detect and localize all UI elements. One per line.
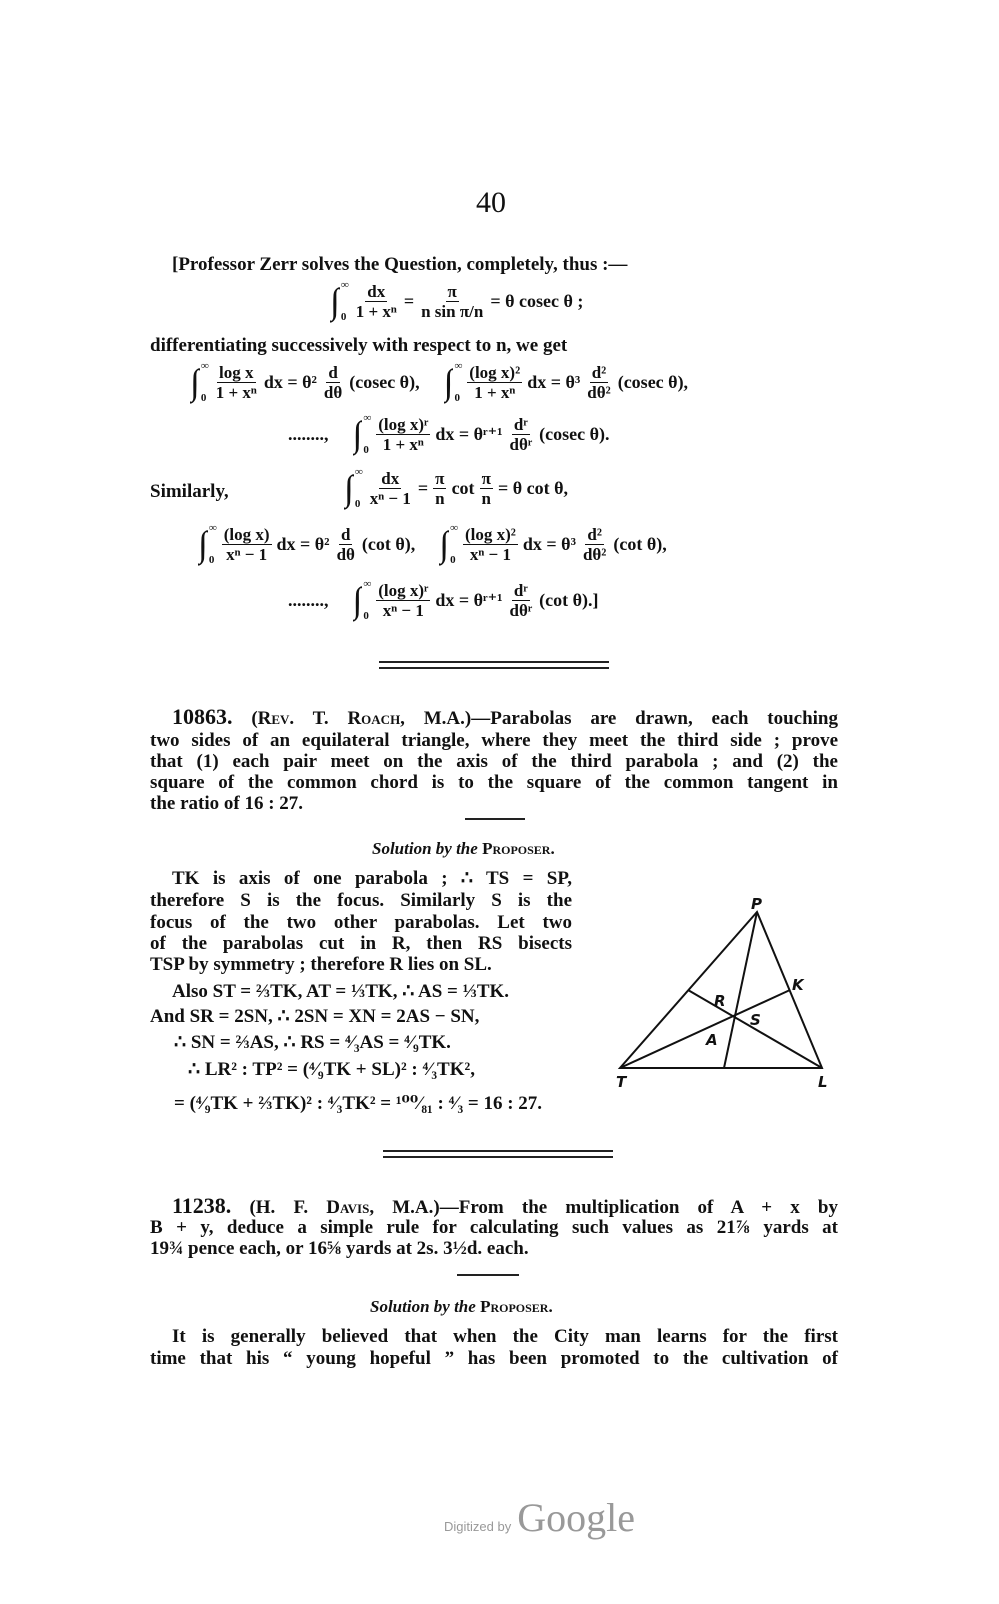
fraction-denominator: 1 + xⁿ (474, 382, 516, 402)
fraction-denominator: 1 + xⁿ (355, 301, 397, 321)
solution-equation: = (⁴⁄₉TK + ⅔TK)² : ⁴⁄₃TK² = ¹⁰⁰⁄₈₁ : ⁴⁄₃ = 16 : 27. (174, 1093, 543, 1114)
fraction (463, 525, 518, 564)
fraction (507, 415, 534, 454)
integral-sign-icon (330, 279, 349, 323)
equation-4 (344, 466, 570, 510)
equation-6 (286, 578, 601, 622)
integral-limits (363, 578, 371, 622)
solution-line: TSP by symmetry ; therefore R lies on SL. (150, 954, 492, 975)
fraction-denominator: dθʳ (509, 434, 533, 454)
question-11238-line-2: B + y, deduce a simple rule for calculating such values as 21⅞ yards at (150, 1217, 838, 1238)
integral-symbol: ∫ (443, 362, 454, 402)
integral-symbol: ∫ (330, 281, 340, 321)
fraction-numerator: (log x) (223, 524, 270, 544)
fraction-denominator: dθ (336, 544, 355, 564)
zerr-intro: [Professor Zerr solves the Question, completely, thus :— (172, 254, 628, 275)
google-logo: Google (517, 1495, 635, 1540)
fraction (585, 363, 612, 402)
equation-term: (cot θ), (361, 533, 416, 554)
integral-upper-limit: ∞ (208, 522, 217, 534)
question-11238-line-1 (172, 1195, 838, 1216)
equation-term: = (417, 477, 429, 498)
fraction (480, 469, 493, 508)
question-10863-line-3: that (1) each pair meet on the axis of the third parabola ; and (2) the (150, 751, 838, 772)
equation-term: = (403, 290, 415, 311)
integral-upper-limit: ∞ (363, 412, 372, 424)
integral-symbol: ∫ (344, 468, 354, 508)
fraction-numerator: log x (219, 362, 254, 382)
fraction-numerator: d² (587, 524, 602, 544)
integral-sign-icon (353, 578, 372, 622)
fraction (581, 525, 608, 564)
integral-sign-icon (344, 466, 363, 510)
fraction-numerator: dʳ (513, 414, 528, 434)
integral-sign-icon (353, 412, 372, 456)
equation-term: ........, (288, 423, 329, 444)
equation-term: dx = θ³ (527, 371, 581, 392)
solution-heading (370, 1296, 553, 1317)
equation-term: = θ cosec θ ; (490, 290, 584, 311)
integral-symbol: ∫ (352, 414, 363, 454)
fraction (376, 415, 430, 454)
fraction-numerator: (log x)ʳ (378, 580, 429, 600)
integral-limits (355, 466, 363, 510)
solution-line: It is generally believed that when the City man learns for the first (172, 1326, 838, 1347)
fraction-denominator: dθʳ (509, 600, 533, 620)
fraction-numerator: d (341, 524, 351, 544)
fraction-denominator: dθ² (582, 544, 607, 564)
integral-limits (454, 360, 462, 404)
fraction (507, 581, 534, 620)
equation-term: dx = θʳ⁺¹ (435, 589, 503, 610)
line-tk (620, 990, 790, 1068)
fraction-denominator: n (435, 488, 445, 508)
fraction-numerator: π (447, 281, 457, 301)
question-author: (H. F. Davis, M.A.) (249, 1197, 440, 1218)
short-divider (465, 818, 525, 820)
question-10863-line-4: square of the common chord is to the square of the common tangent in (150, 772, 838, 793)
equation-term: ........, (288, 589, 329, 610)
fraction-numerator: dx (381, 468, 400, 488)
label-s: S (750, 1011, 761, 1029)
line-p-median (724, 912, 757, 1068)
equation-term: = θ cot θ, (498, 477, 569, 498)
solution-line: time that his “ young hopeful ” has been promoted to the cultivation of (150, 1348, 838, 1369)
equation-term: dx = θ² (263, 371, 317, 392)
equation-term: (cosec θ), (349, 371, 420, 392)
integral-upper-limit: ∞ (354, 466, 363, 478)
fraction-denominator: xⁿ − 1 (469, 544, 511, 564)
solution-heading-italic: Solution by the (372, 839, 478, 858)
question-11238-line-3: 19¾ pence each, or 16⅝ yards at 2s. 3½d. each. (150, 1238, 529, 1259)
label-k: K (792, 976, 804, 994)
question-text: —Parabolas are drawn, each touching (471, 708, 838, 729)
fraction-denominator: xⁿ − 1 (382, 600, 424, 620)
integral-symbol: ∫ (198, 524, 208, 564)
solution-equation: And SR = 2SN, ∴ 2SN = XN = 2AS − SN, (150, 1006, 480, 1027)
similarly-label: Similarly, (150, 481, 229, 502)
integral-lower-limit: 0 (208, 554, 215, 566)
fraction (335, 525, 357, 564)
solution-equation: ∴ SN = ⅔AS, ∴ RS = ⁴⁄₃AS = ⁴⁄₉TK. (174, 1032, 451, 1053)
integral-limits (201, 360, 209, 404)
fraction (368, 469, 413, 508)
integral-lower-limit: 0 (363, 444, 369, 456)
fraction-denominator: n (481, 488, 492, 508)
fraction-numerator: π (435, 468, 445, 488)
question-10863-line-5: the ratio of 16 : 27. (150, 793, 304, 814)
fraction-numerator: (log x)² (465, 524, 516, 544)
integral-symbol: ∫ (352, 580, 363, 620)
question-10863-line-1 (172, 706, 838, 727)
fraction-numerator: d (328, 362, 338, 382)
triangle-diagram (600, 895, 840, 1095)
page-number: 40 (476, 186, 506, 219)
integral-lower-limit: 0 (450, 554, 456, 566)
solution-equation: ∴ LR² : TP² = (⁴⁄₉TK + SL)² : ⁴⁄₃TK², (188, 1059, 475, 1080)
fraction-denominator: 1 + xⁿ (382, 434, 424, 454)
digitized-by-google-watermark (444, 1494, 635, 1541)
integral-upper-limit: ∞ (454, 360, 463, 372)
integral-upper-limit: ∞ (363, 578, 372, 590)
integral-upper-limit: ∞ (200, 360, 209, 372)
solution-heading-italic: Solution by the (370, 1297, 476, 1316)
equation-term: dx = θ² (276, 533, 330, 554)
line-l-median (688, 990, 822, 1068)
integral-lower-limit: 0 (200, 392, 207, 404)
equation-term: dx = θʳ⁺¹ (435, 423, 503, 444)
solution-line: therefore S is the focus. Similarly S is the (150, 890, 572, 911)
label-p: P (751, 895, 762, 913)
fraction (467, 363, 522, 402)
question-number: 11238. (172, 1193, 232, 1218)
equation-term: (cosec θ). (539, 423, 610, 444)
equation-term: cot (451, 477, 475, 498)
fraction-numerator: d² (591, 362, 607, 382)
integral-limits (209, 522, 217, 566)
short-divider (457, 1274, 519, 1276)
divider (379, 661, 609, 663)
equation-2 (190, 360, 690, 404)
fraction (322, 363, 344, 402)
fraction (354, 282, 399, 321)
equation-1 (330, 279, 585, 323)
integral-upper-limit: ∞ (340, 279, 349, 291)
fraction (214, 363, 259, 402)
integral-symbol: ∫ (439, 524, 450, 564)
integral-sign-icon (198, 522, 217, 566)
divider (383, 1156, 613, 1158)
fraction (222, 525, 272, 564)
fraction-denominator: 1 + xⁿ (215, 382, 257, 402)
solution-equation: Also ST = ⅔TK, AT = ⅓TK, ∴ AS = ⅓TK. (172, 981, 510, 1002)
fraction-denominator: n sin π/n (421, 301, 484, 321)
label-l: L (818, 1073, 828, 1091)
integral-symbol: ∫ (190, 362, 200, 402)
label-a: A (706, 1031, 718, 1049)
divider (383, 1150, 613, 1152)
integral-sign-icon (190, 360, 209, 404)
equation-term: (cot θ).] (539, 589, 599, 610)
fraction-numerator: dʳ (513, 580, 528, 600)
solution-line: TK is axis of one parabola ; ∴ TS = SP, (172, 868, 572, 889)
question-10863-line-2: two sides of an equilateral triangle, where they meet the third side ; prove (150, 730, 838, 751)
digitized-text: Digitized by (444, 1519, 512, 1534)
integral-sign-icon (439, 522, 458, 566)
solution-heading (372, 838, 555, 859)
solution-heading-proposer: Proposer. (480, 1297, 553, 1316)
equation-term: dx = θ³ (522, 533, 576, 554)
integral-lower-limit: 0 (354, 498, 361, 510)
integral-lower-limit: 0 (340, 311, 347, 323)
divider (379, 667, 609, 669)
fraction (433, 469, 446, 508)
label-t: T (616, 1073, 627, 1091)
question-number: 10863. (172, 704, 233, 729)
integral-lower-limit: 0 (454, 392, 460, 404)
equation-term: (cot θ), (613, 533, 667, 554)
differentiating-text: differentiating successively with respect to n, we get (150, 335, 568, 356)
integral-upper-limit: ∞ (450, 522, 458, 534)
question-author: (Rev. T. Roach, M.A.) (251, 708, 472, 729)
integral-sign-icon (444, 360, 463, 404)
fraction-denominator: xⁿ − 1 (369, 488, 411, 508)
equation-term: (cosec θ), (617, 371, 689, 392)
solution-line: focus of the two other parabolas. Let two (150, 912, 572, 933)
integral-lower-limit: 0 (363, 610, 369, 622)
equation-5 (198, 522, 669, 566)
integral-limits (363, 412, 371, 456)
fraction-numerator: (log x)ʳ (378, 414, 429, 434)
question-text: —From the multiplication of A + x by (439, 1197, 839, 1218)
fraction-denominator: dθ (323, 382, 343, 402)
fraction-denominator: dθ² (587, 382, 611, 402)
integral-limits (341, 279, 349, 323)
solution-line: of the parabolas cut in R, then RS bisects (150, 933, 572, 954)
fraction-numerator: π (481, 468, 491, 488)
integral-limits (450, 522, 458, 566)
equation-3 (286, 412, 612, 456)
fraction (419, 282, 485, 321)
fraction-numerator: (log x)² (469, 362, 521, 382)
solution-heading-proposer: Proposer. (482, 839, 555, 858)
fraction (376, 581, 430, 620)
fraction-numerator: dx (367, 281, 386, 301)
label-r: R (714, 992, 726, 1010)
fraction-denominator: xⁿ − 1 (226, 544, 268, 564)
